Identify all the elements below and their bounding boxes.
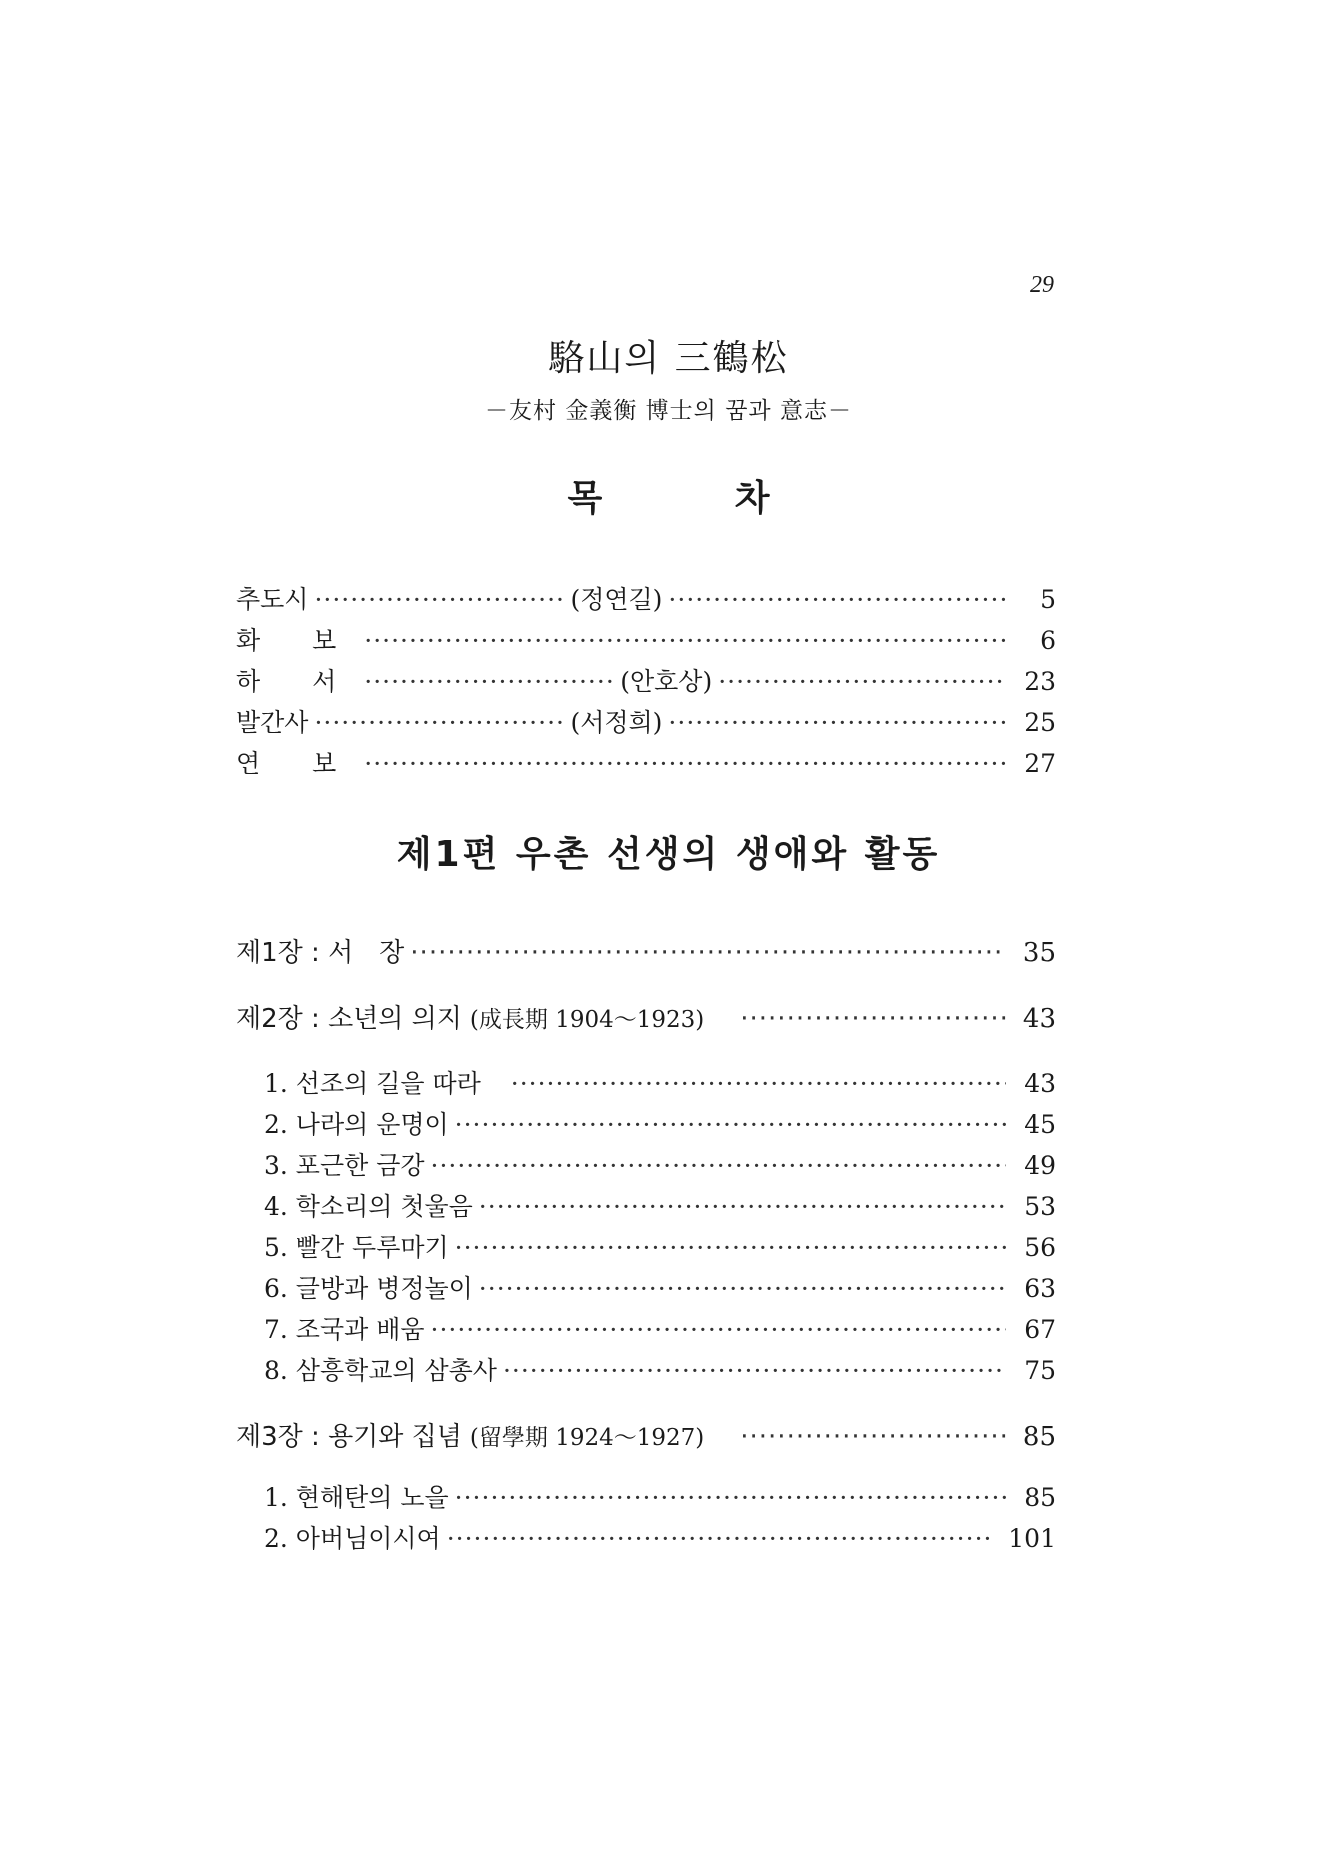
- book-title: 駱山의 三鶴松: [548, 338, 789, 379]
- chapter-page: 43: [1022, 1004, 1056, 1034]
- section-page: 67: [1024, 1315, 1056, 1344]
- toc-page: 27: [1024, 749, 1056, 778]
- leader-dots: [740, 1004, 1006, 1034]
- leader-dots: [455, 1110, 1006, 1139]
- toc-page: 25: [1024, 708, 1056, 737]
- chapter-era: (留學期 1924～1927): [469, 1425, 705, 1451]
- chapter-label: 제1장 : 서 장: [236, 938, 405, 968]
- section-label: 1. 선조의 길을 따라: [264, 1069, 481, 1098]
- leader-dots: [431, 1315, 1007, 1344]
- section-page: 85: [1024, 1483, 1056, 1512]
- section-label: 4. 학소리의 첫울음: [264, 1192, 473, 1221]
- toc-row-chapter-1: [236, 932, 1056, 966]
- toc-label: 연 보: [236, 749, 359, 778]
- leader-dots: [479, 1274, 1006, 1303]
- leader-dots: [447, 1524, 995, 1553]
- page-number: 29: [1030, 272, 1054, 298]
- toc-row-front-5: [236, 744, 1056, 778]
- chapter-page: 35: [1022, 938, 1056, 968]
- section-page: 53: [1024, 1192, 1056, 1221]
- chapter-page: 85: [1022, 1422, 1056, 1452]
- leader-dots: [455, 1233, 1006, 1262]
- toc-row-chapter-3: [236, 1416, 1056, 1450]
- section-page: 75: [1024, 1356, 1056, 1385]
- toc-row-front-3: [236, 662, 1056, 696]
- section-label: 3. 포근한 금강: [264, 1151, 425, 1180]
- toc-label: 추도시: [236, 585, 309, 614]
- section-page: 56: [1024, 1233, 1056, 1262]
- toc-row-section: [264, 1310, 1056, 1344]
- part-heading: 제1편 우촌 선생의 생애와 활동: [396, 834, 941, 875]
- leader-dots: [364, 749, 1006, 778]
- leader-dots: [364, 667, 614, 696]
- toc-label: 화 보: [236, 626, 359, 655]
- toc-row-chapter-2: [236, 998, 1056, 1032]
- leader-dots: [503, 1356, 1006, 1385]
- leader-dots: [410, 938, 1006, 968]
- toc-row-front-1: [236, 580, 1056, 614]
- section-label: 6. 글방과 병정놀이: [264, 1274, 473, 1303]
- leader-dots: [511, 1069, 1006, 1098]
- chapter-label: 제2장 : 소년의 의지: [236, 1004, 462, 1034]
- toc-label: 발간사: [236, 708, 309, 737]
- leader-dots: [479, 1192, 1006, 1221]
- section-label: 2. 나라의 운명이: [264, 1110, 449, 1139]
- chapter-label: 제3장 : 용기와 집념: [236, 1422, 462, 1452]
- toc-row-front-2: [236, 621, 1056, 655]
- leader-dots: [455, 1483, 1006, 1512]
- toc-page: 5: [1040, 585, 1056, 614]
- section-page: 43: [1024, 1069, 1056, 1098]
- section-page: 101: [1008, 1524, 1056, 1553]
- section-label: 1. 현해탄의 노을: [264, 1483, 449, 1512]
- toc-label: 하 서: [236, 667, 359, 696]
- section-page: 45: [1024, 1110, 1056, 1139]
- leader-dots: [431, 1151, 1007, 1180]
- toc-heading: 목 차: [567, 477, 830, 519]
- toc-page: 6: [1040, 626, 1056, 655]
- section-page: 63: [1024, 1274, 1056, 1303]
- toc-row-section: [264, 1269, 1056, 1303]
- toc-row-section: [264, 1351, 1056, 1385]
- toc-row-section: [264, 1064, 1056, 1098]
- chapter-era: (成長期 1904～1923): [469, 1007, 705, 1033]
- section-page: 49: [1024, 1151, 1056, 1180]
- section-label: 7. 조국과 배움: [264, 1315, 425, 1344]
- leader-dots: [668, 585, 1006, 614]
- toc-row-section: [264, 1228, 1056, 1262]
- section-label: 5. 빨간 두루마기: [264, 1233, 449, 1262]
- toc-row-section: [264, 1187, 1056, 1221]
- toc-row-section: [264, 1105, 1056, 1139]
- toc-page: 23: [1024, 667, 1056, 696]
- leader-dots: [718, 667, 1006, 696]
- leader-dots: [364, 626, 1006, 655]
- toc-row-section: [264, 1519, 1056, 1553]
- toc-author: (정연길): [570, 585, 663, 614]
- section-label: 2. 아버님이시여: [264, 1524, 441, 1553]
- leader-dots: [314, 585, 564, 614]
- book-subtitle: －友村 金義衡 博士의 꿈과 意志－: [485, 398, 852, 424]
- toc-author: (서정희): [570, 708, 663, 737]
- leader-dots: [314, 708, 564, 737]
- toc-row-section: [264, 1146, 1056, 1180]
- toc-row-section: [264, 1478, 1056, 1512]
- leader-dots: [740, 1422, 1006, 1452]
- toc-author: (안호상): [620, 667, 713, 696]
- leader-dots: [668, 708, 1006, 737]
- section-label: 8. 삼흥학교의 삼총사: [264, 1356, 497, 1385]
- toc-row-front-4: [236, 703, 1056, 737]
